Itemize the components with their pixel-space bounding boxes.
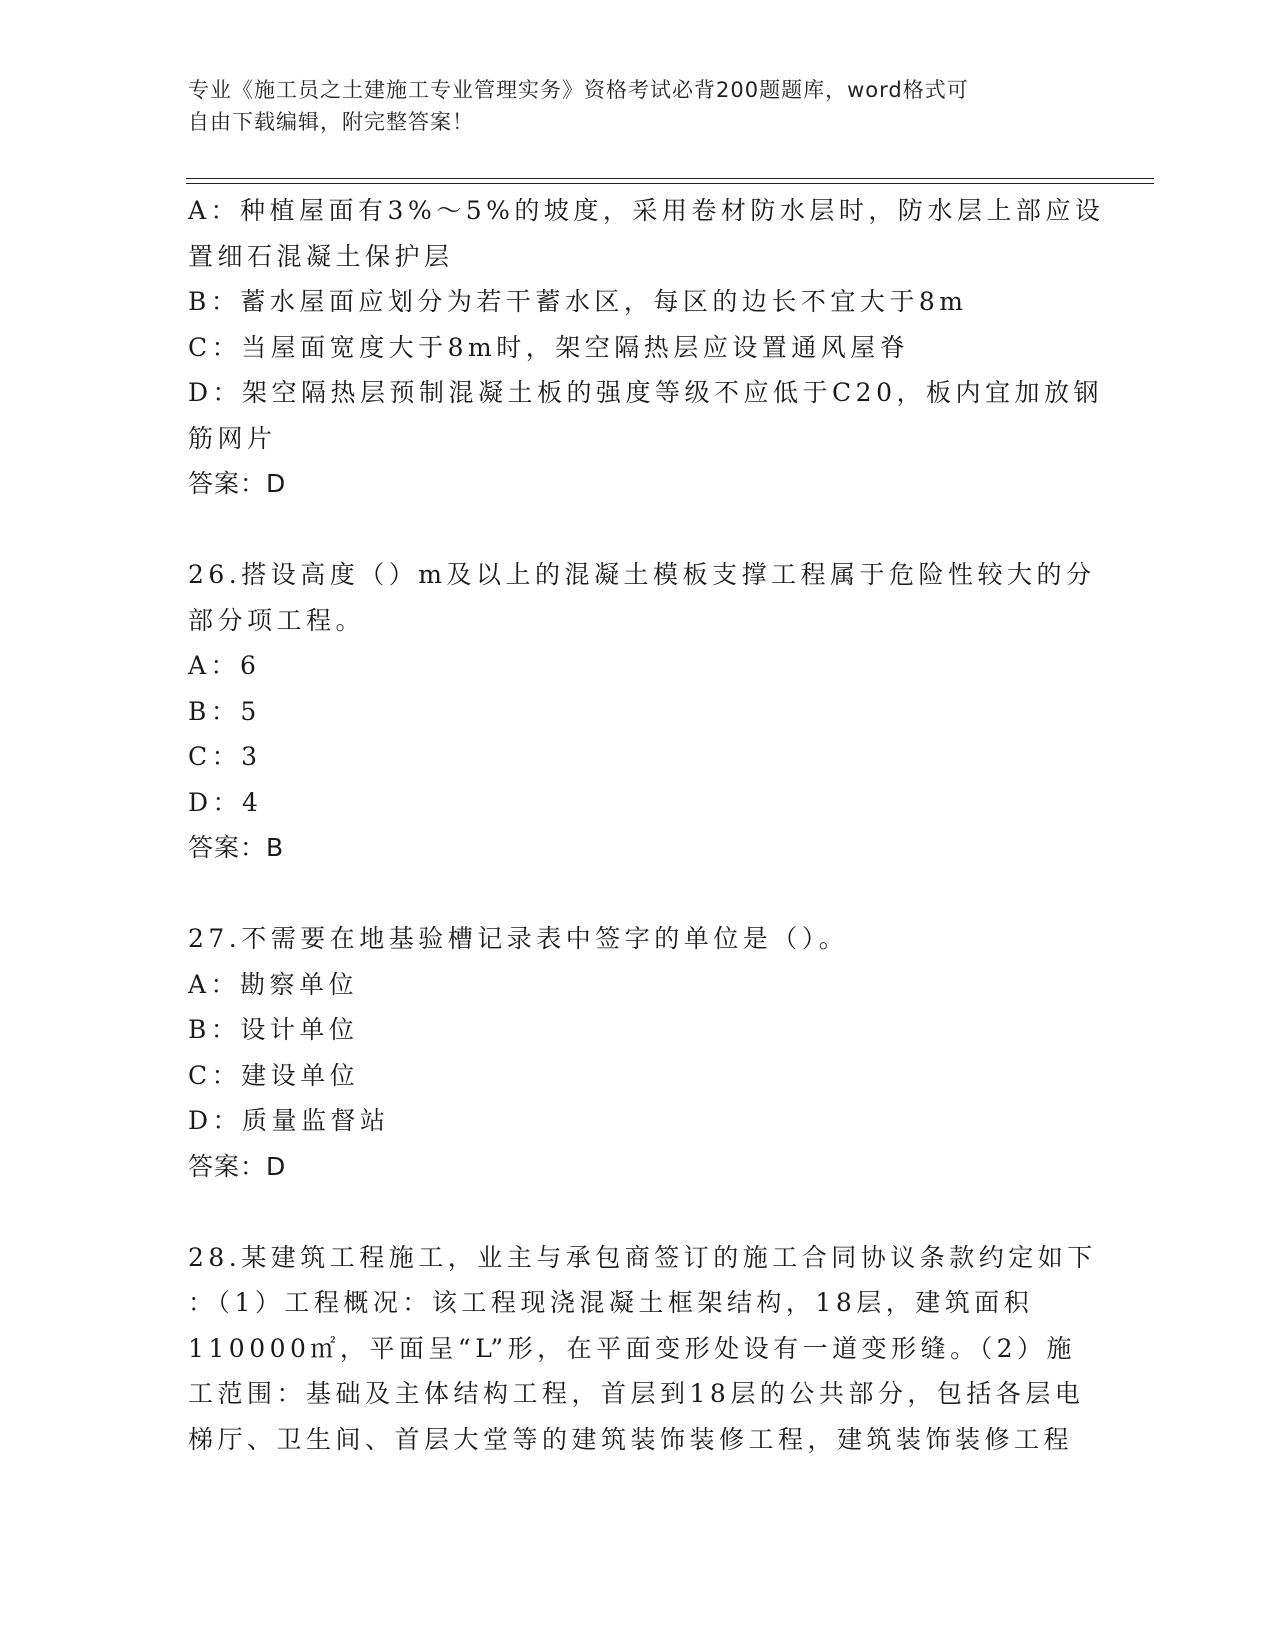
header-rule-top bbox=[186, 178, 1154, 179]
q27-option-b: B：设计单位 bbox=[188, 1015, 359, 1044]
q27-answer: 答案：D bbox=[188, 1151, 287, 1181]
q28-stem-line-1: 28.某建筑工程施工，业主与承包商签订的施工合同协议条款约定如下 bbox=[188, 1242, 1097, 1272]
q26-option-b: B：5 bbox=[188, 696, 261, 726]
q25-option-d-line-1: D：架空隔热层预制混凝土板的强度等级不应低于C20，板内宜加放钢 bbox=[188, 378, 1103, 407]
header-rule-bottom bbox=[186, 183, 1154, 184]
q26-option-a: A：6 bbox=[188, 651, 261, 680]
q27-option-d: D：质量监督站 bbox=[188, 1106, 390, 1135]
q25-option-d-line-2: 筋网片 bbox=[188, 423, 277, 453]
header-line-2: 自由下载编辑，附完整答案！ bbox=[188, 110, 474, 134]
header-line-1: 专业《施工员之土建施工专业管理实务》资格考试必背200题题库，word格式可 bbox=[188, 78, 969, 102]
q27-option-c: C：建设单位 bbox=[188, 1060, 360, 1090]
q28-stem-line-5: 梯厅、卫生间、首层大堂等的建筑装饰装修工程，建筑装饰装修工程 bbox=[188, 1424, 1074, 1454]
spacer bbox=[188, 871, 1088, 917]
q27-option-a: A：勘察单位 bbox=[188, 969, 359, 999]
q28-stem-line-4: 工范围：基础及主体结构工程，首层到18层的公共部分，包括各层电 bbox=[188, 1379, 1085, 1408]
q26-option-c: C：3 bbox=[188, 742, 262, 771]
q25-option-a-line-2: 置细石混凝土保护层 bbox=[188, 241, 454, 271]
q28-stem-line-3: 110000㎡，平面呈“L”形，在平面变形处设有一道变形缝。（2）施 bbox=[188, 1333, 1077, 1363]
q25-answer: 答案：D bbox=[188, 469, 287, 498]
q25-option-c: C：当屋面宽度大于8m时，架空隔热层应设置通风屋脊 bbox=[188, 332, 910, 362]
q26-stem-line-2: 部分项工程。 bbox=[188, 605, 366, 635]
q25-option-a-line-1: A：种植屋面有3%～5%的坡度，采用卷材防水层时，防水层上部应设 bbox=[188, 196, 1105, 225]
q26-answer: 答案：B bbox=[188, 833, 285, 862]
question-25-options bbox=[188, 188, 1105, 507]
question-28 bbox=[188, 1235, 1097, 1463]
document-header bbox=[188, 74, 1068, 138]
spacer bbox=[188, 1189, 1088, 1235]
q26-option-d: D：4 bbox=[188, 787, 263, 817]
spacer bbox=[188, 507, 1088, 553]
q27-stem: 27.不需要在地基验槽记录表中签字的单位是（）。 bbox=[188, 924, 849, 953]
question-26 bbox=[188, 552, 1096, 871]
q28-stem-line-2: ：（1）工程概况：该工程现浇混凝土框架结构，18层，建筑面积 bbox=[188, 1288, 1034, 1317]
q26-stem-line-1: 26.搭设高度（）m及以上的混凝土模板支撑工程属于危险性较大的分 bbox=[188, 560, 1096, 589]
question-content bbox=[188, 188, 1105, 1462]
question-27 bbox=[188, 916, 1088, 1189]
q25-option-b: B：蓄水屋面应划分为若干蓄水区，每区的边长不宜大于8m bbox=[188, 287, 968, 316]
